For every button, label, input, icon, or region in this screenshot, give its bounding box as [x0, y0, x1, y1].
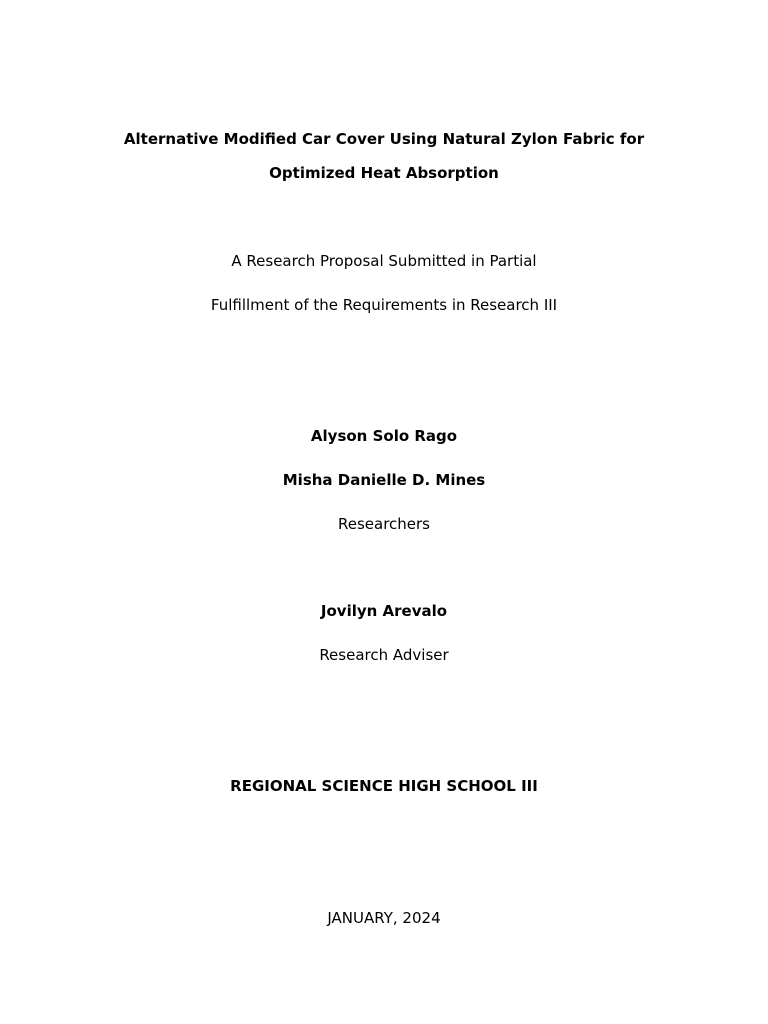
title-line-1: Alternative Modified Car Cover Using Natural Zylon Fabric for [123, 130, 645, 148]
school-name: REGIONAL SCIENCE HIGH SCHOOL III [230, 777, 538, 795]
submission-line-1: A Research Proposal Submitted in Partial [231, 252, 537, 270]
adviser-name: Jovilyn Arevalo [320, 602, 448, 620]
submission-date: JANUARY, 2024 [327, 909, 441, 927]
adviser-role: Research Adviser [319, 646, 449, 664]
submission-line-2: Fulfillment of the Requirements in Research III [210, 296, 558, 314]
researchers-role: Researchers [337, 515, 430, 533]
researcher-name-2: Misha Danielle D. Mines [282, 471, 486, 489]
title-line-2: Optimized Heat Absorption [269, 164, 499, 182]
researcher-name-1: Alyson Solo Rago [310, 427, 458, 445]
